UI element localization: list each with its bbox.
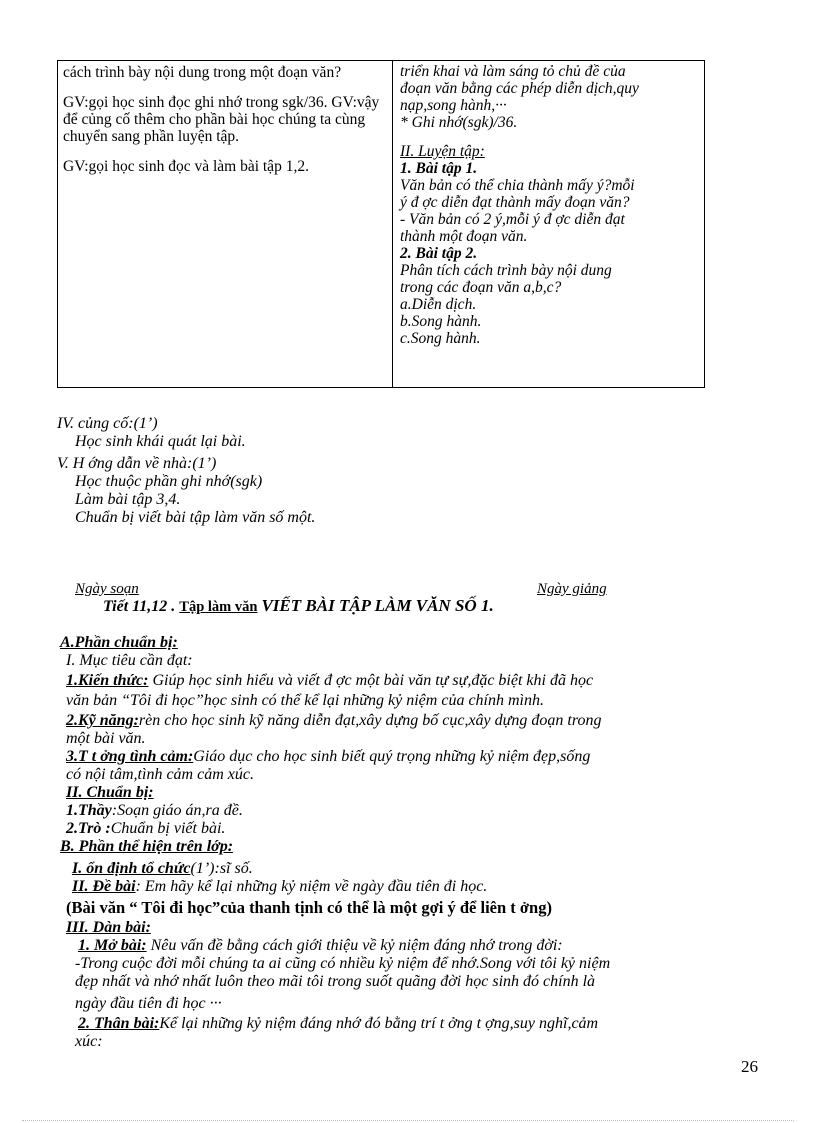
objective-attitude-text: Giáo dục cho học sinh biết quý trọng những kỷ niệm đẹp,sống [193, 748, 591, 765]
lesson-table [57, 60, 705, 388]
preparation-label: II. Chuẩn bị: [66, 784, 154, 801]
table-right-line: 1. Bài tập 1. [400, 160, 478, 177]
objective-skill-text: rèn cho học sinh kỹ năng diễn đạt,xây dựng bố cục,xây dựng đoạn trong [138, 712, 602, 729]
objective-knowledge-cont: văn bản “Tôi đi học”học sinh có thể kể lại những kỷ niệm của chính mình. [66, 692, 544, 709]
prep-student [66, 820, 225, 838]
outline-label: III. Dàn bài: [66, 919, 151, 936]
outline-heading [66, 919, 151, 937]
objective-knowledge-label: 1.Kiến thức: [66, 672, 149, 689]
table-right-line: đoạn văn bằng các phép diễn dịch,quy [400, 80, 639, 97]
lesson-subject: Tập làm văn [179, 599, 258, 615]
objective-attitude-cont: có nội tâm,tình cảm cảm xúc. [66, 766, 254, 783]
objective-knowledge [66, 672, 593, 690]
stabilization-label: I. ổn định tổ chức [72, 860, 191, 877]
lesson-heading [103, 596, 494, 616]
page-bottom-rule [22, 1120, 794, 1121]
prep-teacher-label: 1.Thầy [66, 802, 112, 819]
objectives-heading: I. Mục tiêu cần đạt: [66, 652, 193, 669]
table-right-line: Văn bản có thể chia thành mấy ý?mỗi [400, 177, 635, 194]
prep-teacher [66, 802, 243, 820]
objective-knowledge-text: Giúp học sinh hiểu và viết đ ợc một bài văn tự sự,đặc biệt khi đã học [148, 672, 594, 689]
stabilization-text: (1’):sĩ số. [190, 860, 253, 877]
table-right-line: nạp,song hành,··· [400, 97, 507, 114]
page-number: 26 [741, 1057, 758, 1076]
prep-student-label: 2.Trò : [66, 820, 111, 837]
intro-paragraph-line: -Trong cuộc đời mỗi chúng ta ai cũng có nhiều kỷ niệm để nhớ.Song với tôi kỷ niệm [75, 955, 611, 972]
table-right-line: a.Diễn dịch. [400, 296, 477, 313]
table-right-line: triển khai và làm sáng tỏ chủ đề của [400, 63, 626, 80]
consolidation-text: Học sinh khái quát lại bài. [75, 433, 246, 450]
table-right-line: thành một đoạn văn. [400, 228, 528, 245]
suggestion-note: (Bài văn “ Tôi đi học”của thanh tịnh có thể là một gợi ý để liên t ởng) [66, 898, 552, 917]
homework-heading: V. H ớng dẫn về nhà:(1’) [57, 455, 217, 472]
prep-date-label: Ngày soạn [75, 581, 139, 597]
prep-student-text: Chuẩn bị viết bài. [110, 820, 226, 837]
table-right-line: b.Song hành. [400, 313, 482, 330]
table-right-line: Phân tích cách trình bày nội dung [400, 262, 612, 279]
prep-teacher-text: :Soạn giáo án,ra đề. [111, 802, 243, 819]
section-a-heading: A.Phần chuẩn bị: [60, 634, 178, 651]
preparation-heading [66, 784, 154, 802]
topic-label: II. Đề bài [72, 878, 136, 895]
table-left-line: GV:gọi học sinh đọc và làm bài tập 1,2. [63, 158, 309, 175]
table-right-line: ý đ ợc diễn đạt thành mấy đoạn văn? [400, 194, 630, 211]
lesson-period: Tiết 11,12 . [103, 598, 176, 615]
objective-attitude-label: 3.T t ởng tình cảm: [66, 748, 194, 765]
consolidation-heading: IV. củng cố:(1’) [57, 415, 158, 432]
stabilization [72, 860, 253, 878]
lesson-title: VIẾT BÀI TẬP LÀM VĂN SỐ 1. [261, 596, 494, 615]
body-text: Kể lại những kỷ niệm đáng nhớ đó bằng trí t ởng t ợng,suy nghĩ,cảm [159, 1015, 599, 1032]
table-right-line: trong các đoạn văn a,b,c? [400, 279, 562, 296]
table-left-line: GV:gọi học sinh đọc ghi nhớ trong sgk/36. GV:vậy để củng cố thêm cho phần bài học chúng ta cùng chuyển sang phần luyện tập. [63, 94, 380, 145]
table-right-line: * Ghi nhớ(sgk)/36. [400, 114, 518, 131]
topic [72, 878, 487, 896]
teach-date-label: Ngày giảng [537, 581, 607, 597]
intro [78, 937, 563, 955]
table-right-line: 2. Bài tập 2. [400, 245, 478, 262]
homework-item: Học thuộc phần ghi nhớ(sgk) [75, 473, 263, 490]
table-right-line: II. Luyện tập: [400, 143, 485, 160]
homework-item: Làm bài tập 3,4. [75, 491, 181, 508]
table-cell-teacher-activity [63, 64, 388, 188]
intro-paragraph-line: ngày đầu tiên đi học ··· [75, 995, 222, 1012]
intro-label: 1. Mở bài: [78, 937, 147, 954]
intro-paragraph-line: đẹp nhất và nhớ nhất luôn theo mãi tôi trong suốt quãng đời học sinh đó chính là [75, 973, 596, 990]
section-b-heading: B. Phần thể hiện trên lớp: [60, 838, 234, 855]
topic-text: : Em hãy kể lại những kỷ niệm về ngày đầu tiên đi học. [135, 878, 488, 895]
body-text-cont: xúc: [75, 1033, 103, 1050]
body-section [78, 1015, 598, 1033]
table-right-line: - Văn bản có 2 ý,mỗi ý đ ợc diễn đạt [400, 211, 625, 228]
objective-skill-cont: một bài văn. [66, 730, 146, 747]
objective-attitude [66, 748, 590, 766]
intro-text: Nêu vấn đề bằng cách giới thiệu về kỷ niệm đáng nhớ trong đời: [146, 937, 563, 954]
table-cell-content [400, 63, 702, 347]
objective-skill-label: 2.Kỹ năng: [66, 712, 139, 729]
homework-item: Chuẩn bị viết bài tập làm văn số một. [75, 509, 316, 526]
table-column-divider [392, 61, 393, 387]
objective-skill [66, 712, 601, 730]
table-right-line: c.Song hành. [400, 330, 481, 347]
body-label: 2. Thân bài: [78, 1015, 160, 1032]
table-left-line: cách trình bày nội dung trong một đoạn văn? [63, 64, 342, 81]
